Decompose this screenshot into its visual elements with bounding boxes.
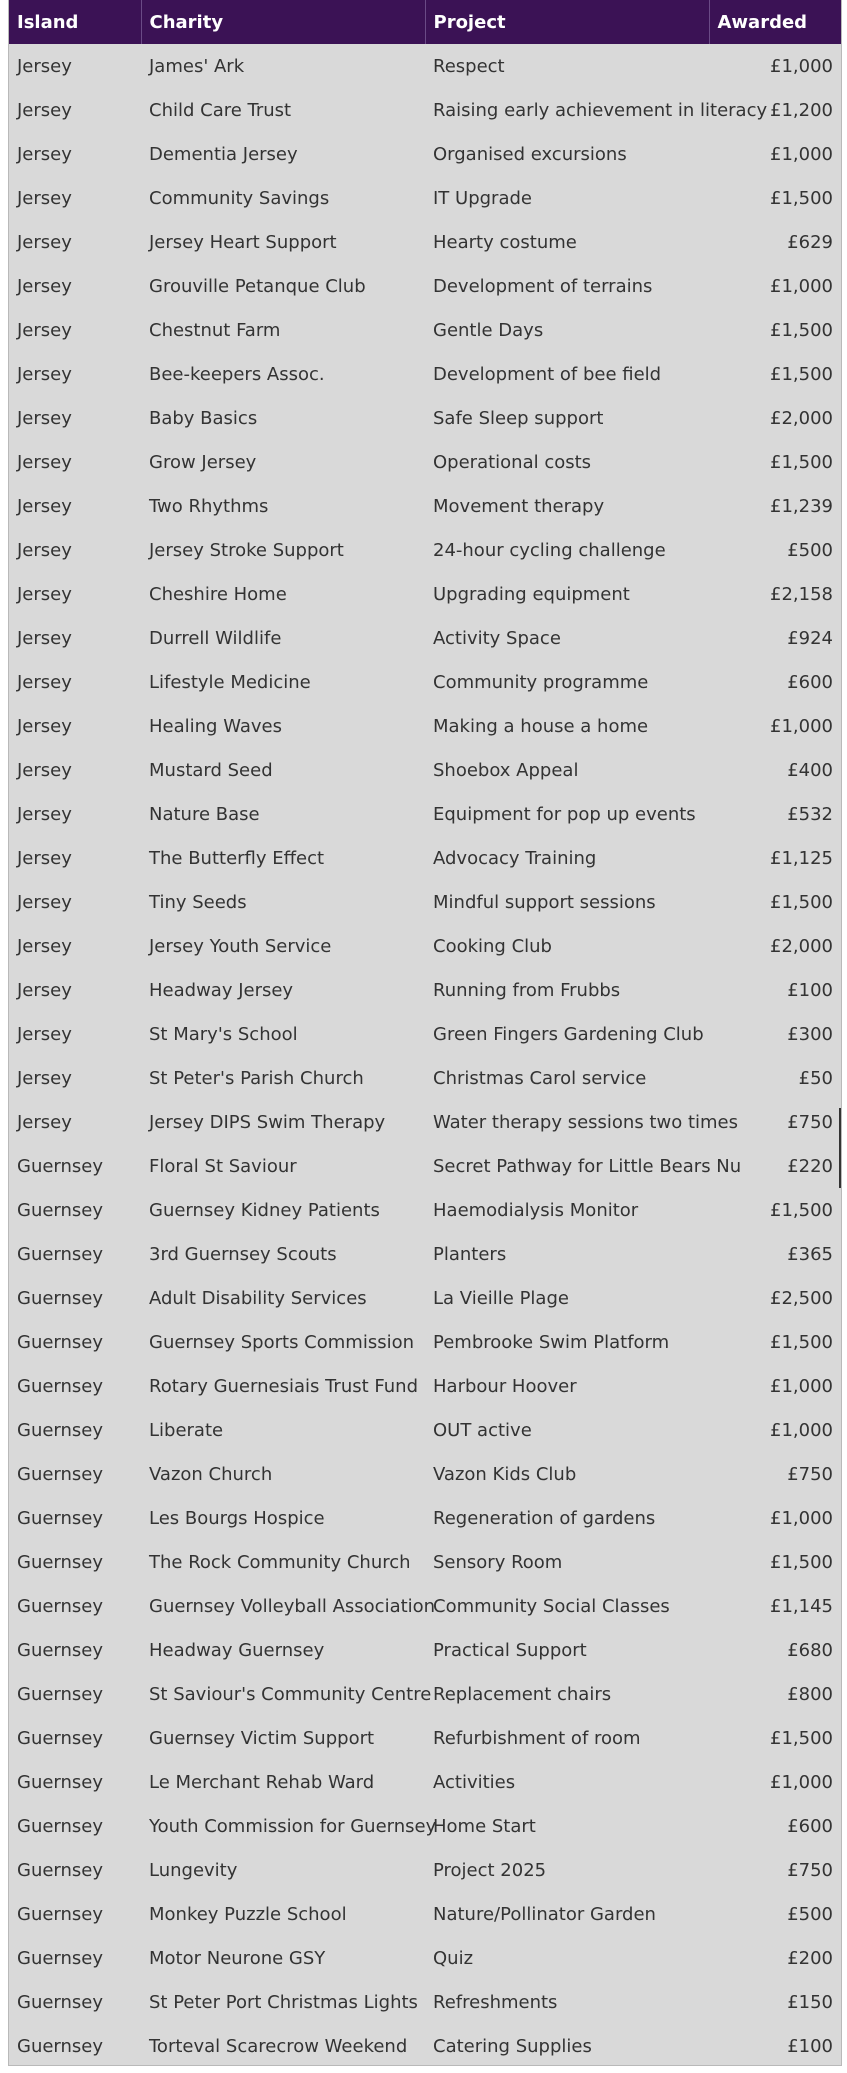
cell-charity: Nature Base <box>149 803 260 825</box>
table-row <box>9 88 841 132</box>
cell-project: Water therapy sessions two times <box>433 1111 738 1133</box>
cell-charity: Durrell Wildlife <box>149 627 282 649</box>
cell-island: Jersey <box>17 627 72 649</box>
cell-island: Jersey <box>17 319 72 341</box>
table-row <box>9 836 841 880</box>
cell-island: Jersey <box>17 1023 72 1045</box>
cell-awarded: £1,000 <box>770 143 833 165</box>
cell-awarded: £2,500 <box>770 1287 833 1309</box>
cell-island: Jersey <box>17 539 72 561</box>
cell-awarded: £600 <box>787 671 833 693</box>
cell-project: Mindful support sessions <box>433 891 656 913</box>
cell-project: Catering Supplies <box>433 2035 592 2057</box>
grants-table-container <box>8 0 842 2066</box>
cell-project: Organised excursions <box>433 143 627 165</box>
table-row <box>9 1364 841 1408</box>
cell-charity: Grouville Petanque Club <box>149 275 366 297</box>
cell-awarded: £1,125 <box>770 847 833 869</box>
cell-project: Christmas Carol service <box>433 1067 647 1089</box>
cell-project: Safe Sleep support <box>433 407 604 429</box>
cell-charity: Baby Basics <box>149 407 258 429</box>
cell-island: Guernsey <box>17 1727 104 1749</box>
cell-charity: Jersey DIPS Swim Therapy <box>149 1111 386 1133</box>
cell-island: Jersey <box>17 715 72 737</box>
cell-awarded: £924 <box>787 627 833 649</box>
table-row <box>9 880 841 924</box>
table-row <box>9 1672 841 1716</box>
table-row <box>9 1540 841 1584</box>
cell-awarded: £2,000 <box>770 935 833 957</box>
table-row <box>9 1980 841 2024</box>
cell-island: Guernsey <box>17 1683 104 1705</box>
column-header-charity: Charity <box>141 0 425 44</box>
table-row <box>9 308 841 352</box>
cell-island: Jersey <box>17 451 72 473</box>
cell-project: Practical Support <box>433 1639 587 1661</box>
header-row <box>9 0 841 44</box>
cell-charity: James' Ark <box>149 55 245 77</box>
table-row <box>9 1452 841 1496</box>
cell-island: Guernsey <box>17 2035 104 2057</box>
cell-charity: Floral St Saviour <box>149 1155 297 1177</box>
table-row <box>9 2024 841 2068</box>
cell-project: Green Fingers Gardening Club <box>433 1023 704 1045</box>
cell-project: Nature/Pollinator Garden <box>433 1903 656 1925</box>
cell-charity: Cheshire Home <box>149 583 287 605</box>
cell-project: Hearty costume <box>433 231 577 253</box>
cell-island: Guernsey <box>17 1859 104 1881</box>
table-row <box>9 44 841 88</box>
table-row <box>9 1144 841 1188</box>
cell-awarded: £1,500 <box>770 1551 833 1573</box>
cell-island: Jersey <box>17 143 72 165</box>
cell-charity: Motor Neurone GSY <box>149 1947 326 1969</box>
table-body <box>9 44 841 2068</box>
cell-awarded: £1,000 <box>770 1507 833 1529</box>
cell-project: Respect <box>433 55 505 77</box>
cell-island: Guernsey <box>17 1815 104 1837</box>
cell-awarded: £50 <box>798 1067 833 1089</box>
cell-charity: Guernsey Sports Commission <box>149 1331 414 1353</box>
cell-project: Sensory Room <box>433 1551 563 1573</box>
column-header-project: Project <box>425 0 709 44</box>
table-row <box>9 1936 841 1980</box>
table-row <box>9 132 841 176</box>
cell-island: Guernsey <box>17 1419 104 1441</box>
table-row <box>9 1320 841 1364</box>
cell-awarded: £1,000 <box>770 715 833 737</box>
cell-island: Jersey <box>17 583 72 605</box>
cell-charity: Two Rhythms <box>149 495 269 517</box>
cell-awarded: £1,500 <box>770 187 833 209</box>
table-row <box>9 968 841 1012</box>
cell-awarded: £750 <box>787 1463 833 1485</box>
cell-awarded: £750 <box>787 1859 833 1881</box>
cell-island: Jersey <box>17 55 72 77</box>
cell-charity: St Mary's School <box>149 1023 298 1045</box>
cell-charity: Jersey Youth Service <box>149 935 332 957</box>
cell-awarded: £500 <box>787 1903 833 1925</box>
cell-project: Refreshments <box>433 1991 558 2013</box>
cell-island: Jersey <box>17 1111 72 1133</box>
table-row <box>9 1496 841 1540</box>
table-row <box>9 1100 841 1144</box>
cell-project: Operational costs <box>433 451 592 473</box>
cell-awarded: £220 <box>787 1155 833 1177</box>
cell-project: Development of terrains <box>433 275 653 297</box>
cell-project: Activities <box>433 1771 516 1793</box>
cell-awarded: £150 <box>787 1991 833 2013</box>
cell-project: Upgrading equipment <box>433 583 630 605</box>
cell-awarded: £1,200 <box>770 99 833 121</box>
cell-project: Gentle Days <box>433 319 544 341</box>
cell-charity: Monkey Puzzle School <box>149 1903 347 1925</box>
cell-project: Development of bee field <box>433 363 662 385</box>
cell-awarded: £300 <box>787 1023 833 1045</box>
table-row <box>9 528 841 572</box>
cell-charity: Guernsey Kidney Patients <box>149 1199 380 1221</box>
table-row <box>9 572 841 616</box>
table-row <box>9 1056 841 1100</box>
cell-charity: Liberate <box>149 1419 224 1441</box>
cell-awarded: £600 <box>787 1815 833 1837</box>
cell-charity: The Rock Community Church <box>149 1551 411 1573</box>
cell-awarded: £1,500 <box>770 1199 833 1221</box>
table-row <box>9 1760 841 1804</box>
cell-charity: Vazon Church <box>149 1463 273 1485</box>
cell-awarded: £400 <box>787 759 833 781</box>
cell-project: Shoebox Appeal <box>433 759 579 781</box>
cell-island: Jersey <box>17 275 72 297</box>
table-row <box>9 1012 841 1056</box>
cell-charity: Jersey Stroke Support <box>149 539 344 561</box>
cell-charity: Lifestyle Medicine <box>149 671 311 693</box>
table-header <box>9 0 841 44</box>
cell-island: Jersey <box>17 1067 72 1089</box>
cell-island: Guernsey <box>17 1595 104 1617</box>
cell-charity: Chestnut Farm <box>149 319 281 341</box>
cell-island: Guernsey <box>17 1551 104 1573</box>
cell-awarded: £800 <box>787 1683 833 1705</box>
table-row <box>9 176 841 220</box>
cell-awarded: £1,239 <box>770 495 833 517</box>
table-row <box>9 440 841 484</box>
table-row <box>9 1628 841 1672</box>
cell-awarded: £1,500 <box>770 451 833 473</box>
table-row <box>9 220 841 264</box>
cell-island: Guernsey <box>17 1507 104 1529</box>
cell-awarded: £680 <box>787 1639 833 1661</box>
cell-charity: Jersey Heart Support <box>149 231 337 253</box>
table-row <box>9 748 841 792</box>
cell-island: Jersey <box>17 99 72 121</box>
cell-charity: Torteval Scarecrow Weekend <box>149 2035 408 2057</box>
table-row <box>9 660 841 704</box>
cell-charity: St Peter's Parish Church <box>149 1067 364 1089</box>
cell-project: Planters <box>433 1243 507 1265</box>
cell-awarded: £1,000 <box>770 1419 833 1441</box>
cell-awarded: £1,000 <box>770 275 833 297</box>
cell-island: Guernsey <box>17 1375 104 1397</box>
scroll-indicator[interactable] <box>839 1108 841 1188</box>
cell-island: Jersey <box>17 891 72 913</box>
cell-awarded: £2,158 <box>770 583 833 605</box>
cell-charity: Headway Guernsey <box>149 1639 325 1661</box>
cell-charity: St Saviour's Community Centre <box>149 1683 432 1705</box>
table-row <box>9 1408 841 1452</box>
cell-project: Haemodialysis Monitor <box>433 1199 639 1221</box>
cell-charity: Community Savings <box>149 187 330 209</box>
table-row <box>9 484 841 528</box>
cell-island: Guernsey <box>17 1947 104 1969</box>
cell-project: 24-hour cycling challenge <box>433 539 666 561</box>
cell-awarded: £1,500 <box>770 1331 833 1353</box>
table-row <box>9 1584 841 1628</box>
cell-project: Community Social Classes <box>433 1595 670 1617</box>
cell-awarded: £1,500 <box>770 319 833 341</box>
cell-project: Cooking Club <box>433 935 552 957</box>
cell-project: Regeneration of gardens <box>433 1507 656 1529</box>
cell-project: Activity Space <box>433 627 561 649</box>
cell-charity: Dementia Jersey <box>149 143 298 165</box>
cell-project: Secret Pathway for Little Bears Nu <box>433 1155 742 1177</box>
cell-awarded: £1,145 <box>770 1595 833 1617</box>
cell-awarded: £100 <box>787 2035 833 2057</box>
cell-island: Guernsey <box>17 1771 104 1793</box>
cell-awarded: £200 <box>787 1947 833 1969</box>
cell-island: Guernsey <box>17 1463 104 1485</box>
table-row <box>9 1276 841 1320</box>
cell-awarded: £1,500 <box>770 363 833 385</box>
table-row <box>9 924 841 968</box>
table-row <box>9 352 841 396</box>
cell-charity: St Peter Port Christmas Lights <box>149 1991 418 2013</box>
cell-island: Jersey <box>17 363 72 385</box>
cell-project: Vazon Kids Club <box>433 1463 577 1485</box>
cell-project: Refurbishment of room <box>433 1727 641 1749</box>
table-row <box>9 616 841 660</box>
cell-charity: Les Bourgs Hospice <box>149 1507 325 1529</box>
table-row <box>9 792 841 836</box>
table-row <box>9 1232 841 1276</box>
table-row <box>9 704 841 748</box>
cell-charity: Le Merchant Rehab Ward <box>149 1771 375 1793</box>
cell-awarded: £100 <box>787 979 833 1001</box>
cell-island: Jersey <box>17 407 72 429</box>
cell-charity: Guernsey Volleyball Association <box>149 1595 436 1617</box>
cell-awarded: £500 <box>787 539 833 561</box>
cell-project: Raising early achievement in literacy <box>433 99 768 121</box>
cell-island: Jersey <box>17 231 72 253</box>
cell-project: Advocacy Training <box>433 847 597 869</box>
cell-project: IT Upgrade <box>433 187 532 209</box>
cell-project: Replacement chairs <box>433 1683 612 1705</box>
cell-charity: Tiny Seeds <box>149 891 247 913</box>
cell-awarded: £2,000 <box>770 407 833 429</box>
cell-island: Guernsey <box>17 1331 104 1353</box>
cell-charity: Grow Jersey <box>149 451 257 473</box>
cell-island: Guernsey <box>17 1639 104 1661</box>
cell-project: Project 2025 <box>433 1859 547 1881</box>
cell-project: Harbour Hoover <box>433 1375 577 1397</box>
cell-awarded: £1,500 <box>770 891 833 913</box>
cell-charity: Youth Commission for Guernsey <box>149 1815 437 1837</box>
cell-charity: Headway Jersey <box>149 979 294 1001</box>
cell-awarded: £1,000 <box>770 1375 833 1397</box>
table-row <box>9 1892 841 1936</box>
table-row <box>9 1804 841 1848</box>
cell-charity: Healing Waves <box>149 715 282 737</box>
cell-awarded: £1,500 <box>770 1727 833 1749</box>
cell-project: Running from Frubbs <box>433 979 621 1001</box>
cell-project: Quiz <box>433 1947 474 1969</box>
cell-project: Movement therapy <box>433 495 605 517</box>
cell-island: Jersey <box>17 979 72 1001</box>
cell-project: Community programme <box>433 671 649 693</box>
cell-project: OUT active <box>433 1419 532 1441</box>
cell-awarded: £365 <box>787 1243 833 1265</box>
column-header-awarded: Awarded <box>709 0 841 44</box>
cell-charity: Bee-keepers Assoc. <box>149 363 325 385</box>
cell-project: Pembrooke Swim Platform <box>433 1331 670 1353</box>
cell-awarded: £1,000 <box>770 55 833 77</box>
cell-island: Guernsey <box>17 1287 104 1309</box>
cell-charity: Rotary Guernesiais Trust Fund <box>149 1375 419 1397</box>
table-row <box>9 1848 841 1892</box>
cell-project: Equipment for pop up events <box>433 803 696 825</box>
cell-charity: Guernsey Victim Support <box>149 1727 375 1749</box>
cell-project: Home Start <box>433 1815 536 1837</box>
cell-island: Guernsey <box>17 1155 104 1177</box>
table-row <box>9 1716 841 1760</box>
column-header-island: Island <box>9 0 141 44</box>
cell-awarded: £532 <box>787 803 833 825</box>
cell-island: Jersey <box>17 847 72 869</box>
cell-island: Jersey <box>17 671 72 693</box>
cell-awarded: £750 <box>787 1111 833 1133</box>
cell-awarded: £1,000 <box>770 1771 833 1793</box>
cell-charity: Adult Disability Services <box>149 1287 367 1309</box>
cell-charity: The Butterfly Effect <box>149 847 325 869</box>
cell-project: Making a house a home <box>433 715 649 737</box>
cell-island: Guernsey <box>17 1991 104 2013</box>
cell-awarded: £629 <box>787 231 833 253</box>
cell-island: Guernsey <box>17 1903 104 1925</box>
cell-charity: Child Care Trust <box>149 99 292 121</box>
cell-island: Jersey <box>17 187 72 209</box>
grants-table <box>9 0 841 2068</box>
cell-charity: 3rd Guernsey Scouts <box>149 1243 337 1265</box>
table-row <box>9 396 841 440</box>
cell-island: Guernsey <box>17 1243 104 1265</box>
table-row <box>9 1188 841 1232</box>
cell-island: Jersey <box>17 759 72 781</box>
cell-island: Jersey <box>17 803 72 825</box>
cell-charity: Lungevity <box>149 1859 238 1881</box>
cell-project: La Vieille Plage <box>433 1287 569 1309</box>
cell-island: Jersey <box>17 935 72 957</box>
cell-charity: Mustard Seed <box>149 759 273 781</box>
table-row <box>9 264 841 308</box>
cell-island: Jersey <box>17 495 72 517</box>
cell-island: Guernsey <box>17 1199 104 1221</box>
